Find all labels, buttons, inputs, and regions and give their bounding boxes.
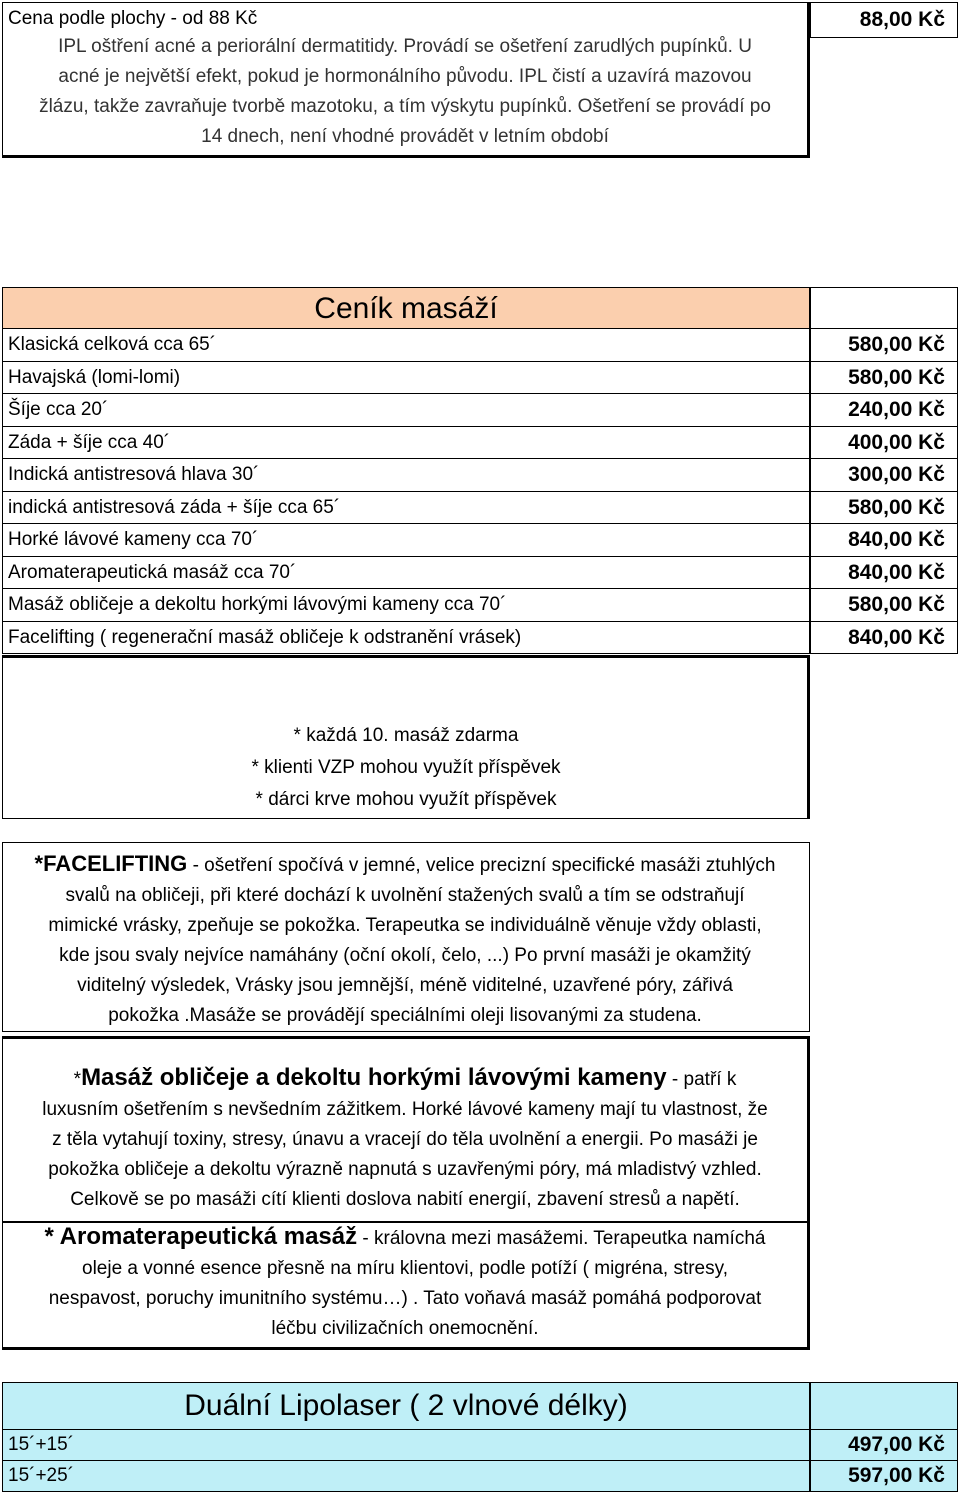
massage-row-price: 580,00 Kč <box>810 329 958 362</box>
massage-row-name: Klasická celková cca 65´ <box>2 329 810 362</box>
massage-row-name: Facelifting ( regenerační masáž obličeje k odstranění vrásek) <box>2 622 810 655</box>
lava-line: pokožka obličeje a dekoltu výrazně napnutá s uzavřenými póry, má mladistvý vzhled. <box>48 1159 762 1180</box>
massage-notes <box>2 720 810 816</box>
massage-row-price: 400,00 Kč <box>810 427 958 460</box>
lava-line: z těla vytahují toxiny, stresy, únavu a vracejí do těla uvolnění a energii. Po masáži je <box>52 1129 758 1150</box>
lava-line: - patří k <box>666 1069 737 1090</box>
massage-row-price: 580,00 Kč <box>810 589 958 622</box>
lipo-row-name: 15´+25´ <box>2 1461 810 1492</box>
facelifting-line: - ošetření spočívá v jemné, velice precizní specifické masáži ztuhlých <box>187 855 776 876</box>
facelifting-heading: *FACELIFTING <box>34 851 188 876</box>
ipl-description <box>10 32 800 152</box>
facelifting-line: svalů na obličeji, při které dochází k uvolnění stažených svalů a tím se odstraňují <box>65 885 745 906</box>
massage-row-price: 840,00 Kč <box>810 622 958 655</box>
lipo-row-name: 15´+15´ <box>2 1430 810 1461</box>
ipl-price: 88,00 Kč <box>859 8 945 31</box>
lipo-row-price: 597,00 Kč <box>810 1461 958 1492</box>
massage-row-price: 240,00 Kč <box>810 394 958 427</box>
aroma-text <box>10 1222 800 1344</box>
facelifting-line: mimické vrásky, zpeňuje se pokožka. Terapeutka se individuálně věnuje vždy oblasti, <box>48 915 762 936</box>
aroma-heading: * Aromaterapeutická masáž <box>44 1223 358 1250</box>
note-line: * klienti VZP mohou využít příspěvek <box>251 757 561 778</box>
massage-row-price: 580,00 Kč <box>810 492 958 525</box>
note-line: * každá 10. masáž zdarma <box>293 725 519 746</box>
massage-row-name: Indická antistresová hlava 30´ <box>2 459 810 492</box>
ipl-desc-line: IPL oštření acné a periorální dermatitidy. Provádí se ošetření zarudlých pupínků. U <box>58 36 752 57</box>
massage-row-name: Horké lávové kameny cca 70´ <box>2 524 810 557</box>
aroma-line: oleje a vonné esence přesně na míru klientovi, podle potíží ( migréna, stresy, <box>82 1258 728 1279</box>
aroma-line: nespavost, poruchy imunitního systému…) . Tato voňavá masáž pomáhá podporovat <box>48 1288 762 1309</box>
facelifting-line: kde jsou svaly nejvíce namáhány (oční okolí, čelo, ...) Po první masáži je okamžitý <box>59 945 751 966</box>
massage-row-name: Havajská (lomi-lomi) <box>2 362 810 395</box>
facelifting-line: pokožka .Masáže se provádějí speciálními oleji lisovanými za studena. <box>108 1005 702 1026</box>
massage-title: Ceník masáží <box>314 292 498 325</box>
massage-row-name: Záda + šíje cca 40´ <box>2 427 810 460</box>
lava-line: Celkově se po masáži cítí klienti doslova nabití energií, zbavení stresů a napětí. <box>70 1189 740 1210</box>
ipl-title: Cena podle plochy - od 88 Kč <box>8 8 258 29</box>
aroma-line: - královna mezi masážemi. Terapeutka namíchá <box>357 1228 766 1249</box>
ipl-desc-line: acné je největší efekt, pokud je hormonálního původu. IPL čistí a uzavírá mazovou <box>58 66 752 87</box>
massage-row-name: Aromaterapeutická masáž cca 70´ <box>2 557 810 590</box>
lava-line: luxusním ošetřením s nevšedním zážitkem. Horké lávové kameny mají tu vlastnost, že <box>42 1099 768 1120</box>
massage-header-price-cell <box>810 287 958 329</box>
lipo-header-price-cell <box>810 1382 958 1430</box>
massage-row-price: 580,00 Kč <box>810 362 958 395</box>
ipl-desc-line: žlázu, takže zavraňuje tvorbě mazotoku, a tím výskytu pupínků. Ošetření se provádí po <box>39 96 771 117</box>
massage-row-name: Masáž obličeje a dekoltu horkými lávovými kameny cca 70´ <box>2 589 810 622</box>
massage-row-price: 300,00 Kč <box>810 459 958 492</box>
lava-heading: Masáž obličeje a dekoltu horkými lávovými kameny <box>81 1064 667 1091</box>
aroma-line: léčbu civilizačních onemocnění. <box>271 1318 539 1339</box>
facelifting-text <box>10 849 800 1031</box>
lava-prefix: * <box>73 1069 82 1090</box>
lipo-title: Duální Lipolaser ( 2 vlnové délky) <box>184 1389 628 1422</box>
lava-text <box>10 1063 800 1215</box>
lipo-row-price: 497,00 Kč <box>810 1430 958 1461</box>
massage-row-name: indická antistresová záda + šíje cca 65´ <box>2 492 810 525</box>
massage-row-price: 840,00 Kč <box>810 524 958 557</box>
note-line: * dárci krve mohou využít příspěvek <box>255 789 557 810</box>
ipl-desc-line: 14 dnech, není vhodné provádět v letním období <box>201 126 609 147</box>
massage-row-name: Šíje cca 20´ <box>2 394 810 427</box>
ipl-price-cell <box>810 2 958 38</box>
facelifting-line: viditelný výsledek, Vrásky jsou jemnější, méně viditelné, uzavřené póry, zářivá <box>77 975 733 996</box>
massage-row-price: 840,00 Kč <box>810 557 958 590</box>
